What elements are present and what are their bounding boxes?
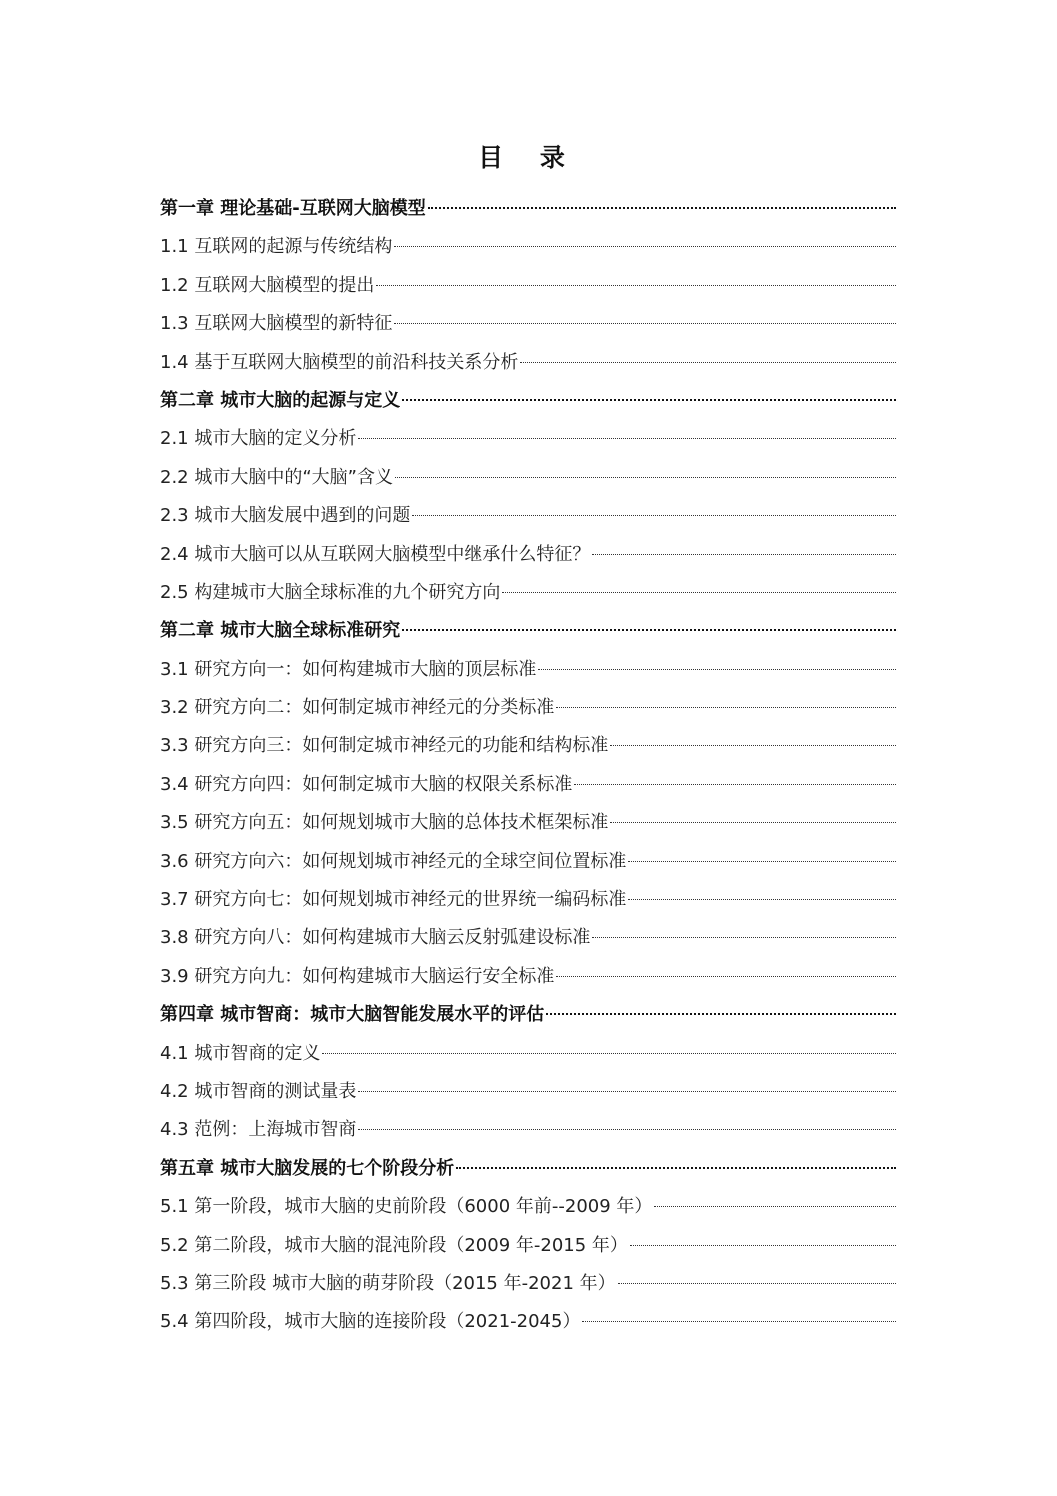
- toc-entry-text: 3.2 研究方向二：如何制定城市神经元的分类标准: [160, 697, 555, 719]
- toc-entry-text: 2.4 城市大脑可以从互联网大脑模型中继承什么特征？: [160, 543, 591, 565]
- dot-leader: [556, 976, 896, 977]
- toc-section-entry[interactable]: [160, 420, 896, 458]
- dot-leader: [358, 1091, 896, 1092]
- toc-entry-text: 3.8 研究方向八：如何构建城市大脑云反射弧建设标准: [160, 927, 591, 949]
- toc-entry-text: 2.3 城市大脑发展中遇到的问题: [160, 505, 411, 527]
- toc-section-entry[interactable]: [160, 689, 896, 727]
- toc-entry-text: 2.5 构建城市大脑全球标准的九个研究方向: [160, 581, 501, 603]
- dot-leader: [394, 323, 896, 324]
- dot-leader: [538, 669, 896, 670]
- toc-entry-text: 第五章 城市大脑发展的七个阶段分析: [160, 1157, 455, 1179]
- toc-section-entry[interactable]: [160, 1188, 896, 1226]
- toc-entry-text: 2.1 城市大脑的定义分析: [160, 428, 357, 450]
- dot-leader: [520, 362, 896, 363]
- toc-chapter-entry[interactable]: [160, 612, 896, 650]
- dot-leader: [358, 438, 896, 439]
- toc-section-entry[interactable]: [160, 1227, 896, 1265]
- toc-entry-text: 1.1 互联网的起源与传统结构: [160, 236, 393, 258]
- toc-entry-text: 第二章 城市大脑的起源与定义: [160, 389, 401, 411]
- toc-section-entry[interactable]: [160, 497, 896, 535]
- dot-leader: [610, 822, 896, 823]
- toc-section-entry[interactable]: [160, 459, 896, 497]
- dot-leader: [395, 477, 896, 478]
- toc-section-entry[interactable]: [160, 804, 896, 842]
- dot-leader: [412, 515, 896, 516]
- dot-leader: [582, 1321, 896, 1322]
- toc-entry-text: 5.1 第一阶段，城市大脑的史前阶段（6000 年前--2009 年）: [160, 1196, 653, 1218]
- toc-section-entry[interactable]: [160, 228, 896, 266]
- toc-entry-text: 1.4 基于互联网大脑模型的前沿科技关系分析: [160, 351, 519, 373]
- toc-section-entry[interactable]: [160, 574, 896, 612]
- dot-leader: [358, 1129, 896, 1130]
- toc-entry-text: 3.4 研究方向四：如何制定城市大脑的权限关系标准: [160, 773, 573, 795]
- dot-leader: [376, 285, 896, 286]
- dot-leader: [502, 592, 896, 593]
- toc-chapter-entry[interactable]: [160, 382, 896, 420]
- dot-leader: [556, 707, 896, 708]
- dot-leader: [394, 246, 896, 247]
- dot-leader: [628, 861, 896, 862]
- toc-section-entry[interactable]: [160, 1073, 896, 1111]
- toc-section-entry[interactable]: [160, 1303, 896, 1341]
- toc-entry-text: 第四章 城市智商：城市大脑智能发展水平的评估: [160, 1004, 545, 1026]
- toc-entry-text: 5.4 第四阶段，城市大脑的连接阶段（2021-2045）: [160, 1311, 581, 1333]
- toc-chapter-entry[interactable]: [160, 190, 896, 228]
- dot-leader: [654, 1206, 896, 1207]
- toc-section-entry[interactable]: [160, 843, 896, 881]
- toc-entry-text: 3.3 研究方向三：如何制定城市神经元的功能和结构标准: [160, 735, 609, 757]
- toc-entry-text: 1.2 互联网大脑模型的提出: [160, 274, 375, 296]
- toc-section-entry[interactable]: [160, 536, 896, 574]
- dot-leader: [618, 1283, 896, 1284]
- toc-title: 目 录: [478, 143, 579, 172]
- toc-list: [160, 190, 896, 1342]
- dot-leader: [574, 784, 896, 785]
- toc-entry-text: 3.9 研究方向九：如何构建城市大脑运行安全标准: [160, 965, 555, 987]
- toc-section-entry[interactable]: [160, 1265, 896, 1303]
- toc-entry-text: 3.7 研究方向七：如何规划城市神经元的世界统一编码标准: [160, 889, 627, 911]
- toc-section-entry[interactable]: [160, 958, 896, 996]
- toc-section-entry[interactable]: [160, 1035, 896, 1073]
- dot-leader: [630, 1245, 896, 1246]
- toc-entry-text: 3.5 研究方向五：如何规划城市大脑的总体技术框架标准: [160, 812, 609, 834]
- dot-leader: [610, 745, 896, 746]
- dot-leader: [402, 629, 896, 631]
- toc-entry-text: 4.3 范例：上海城市智商: [160, 1119, 357, 1141]
- toc-entry-text: 第一章 理论基础-互联网大脑模型: [160, 198, 426, 219]
- toc-entry-text: 3.6 研究方向六：如何规划城市神经元的全球空间位置标准: [160, 850, 627, 872]
- toc-entry-text: 4.2 城市智商的测试量表: [160, 1080, 357, 1102]
- toc-section-entry[interactable]: [160, 344, 896, 382]
- toc-section-entry[interactable]: [160, 919, 896, 957]
- dot-leader: [456, 1167, 896, 1169]
- dot-leader: [592, 554, 896, 555]
- toc-entry-text: 3.1 研究方向一：如何构建城市大脑的顶层标准: [160, 658, 537, 680]
- toc-section-entry[interactable]: [160, 267, 896, 305]
- toc-entry-text: 4.1 城市智商的定义: [160, 1042, 321, 1064]
- dot-leader: [402, 399, 896, 401]
- toc-entry-text: 5.2 第二阶段，城市大脑的混沌阶段（2009 年-2015 年）: [160, 1234, 628, 1256]
- toc-entry-text: 2.2 城市大脑中的“大脑”含义: [160, 466, 393, 488]
- dot-leader: [546, 1013, 896, 1015]
- toc-section-entry[interactable]: [160, 305, 896, 343]
- toc-section-entry[interactable]: [160, 651, 896, 689]
- toc-chapter-entry[interactable]: [160, 996, 896, 1034]
- toc-section-entry[interactable]: [160, 881, 896, 919]
- toc-section-entry[interactable]: [160, 1111, 896, 1149]
- dot-leader: [428, 207, 896, 209]
- toc-entry-text: 5.3 第三阶段 城市大脑的萌芽阶段（2015 年-2021 年）: [160, 1272, 616, 1294]
- toc-chapter-entry[interactable]: [160, 1150, 896, 1188]
- toc-section-entry[interactable]: [160, 766, 896, 804]
- toc-entry-text: 第二章 城市大脑全球标准研究: [160, 620, 401, 642]
- dot-leader: [322, 1053, 896, 1054]
- dot-leader: [592, 937, 896, 938]
- toc-entry-text: 1.3 互联网大脑模型的新特征: [160, 313, 393, 335]
- toc-section-entry[interactable]: [160, 727, 896, 765]
- dot-leader: [628, 899, 896, 900]
